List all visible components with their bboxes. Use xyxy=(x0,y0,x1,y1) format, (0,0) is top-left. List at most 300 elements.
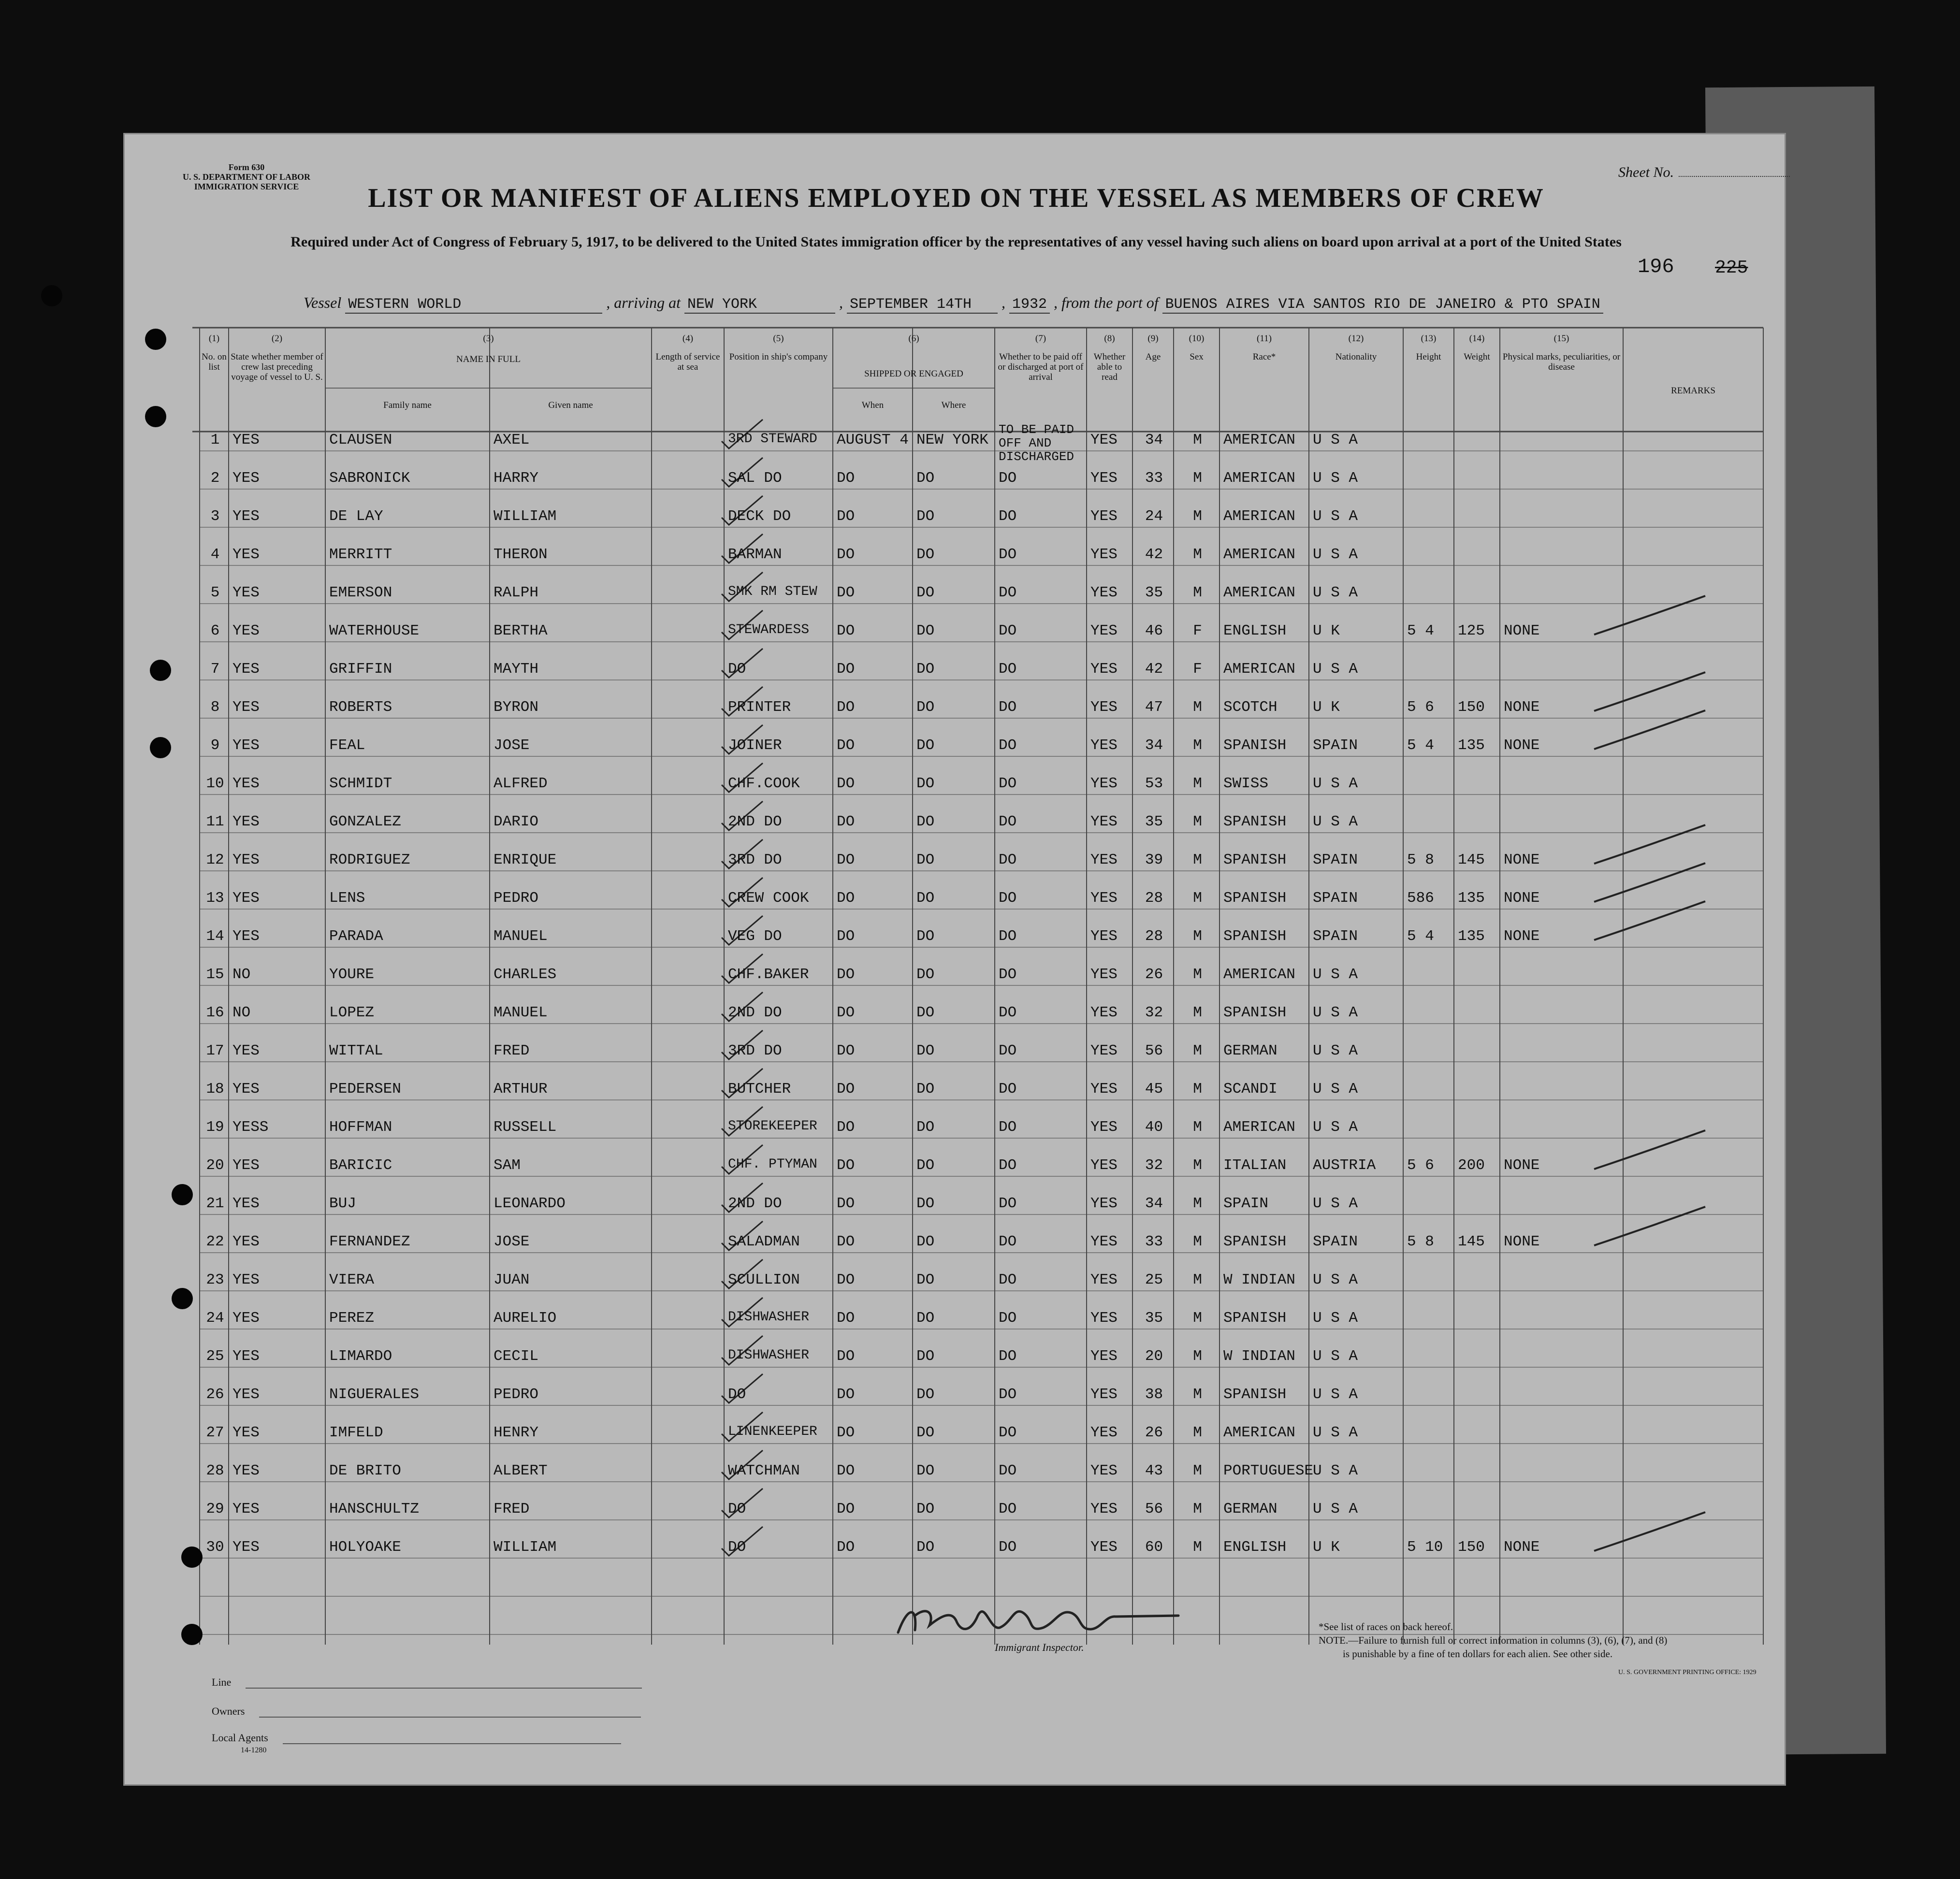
cell-pos: DO xyxy=(728,661,746,678)
cell-race: SPANISH xyxy=(1223,890,1287,907)
cell-height: 5 6 xyxy=(1407,1157,1434,1174)
column-subheader: When xyxy=(861,400,884,410)
cell-no: 16 xyxy=(206,1004,224,1021)
cell-where: DO xyxy=(916,1272,935,1288)
punch-hole xyxy=(172,1288,193,1309)
cell-age: 42 xyxy=(1145,661,1163,678)
cell-family: EMERSON xyxy=(329,584,392,601)
cell-read: YES xyxy=(1090,470,1118,487)
cell-age: 47 xyxy=(1145,699,1163,716)
cell-given: MAYTH xyxy=(494,661,539,678)
cell-nat: SPAIN xyxy=(1313,1233,1358,1250)
cell-given: AXEL xyxy=(494,432,530,448)
punch-hole xyxy=(150,737,171,758)
cell-where: DO xyxy=(916,622,935,639)
cell-marks: NONE xyxy=(1504,1233,1540,1250)
cell-when: DO xyxy=(837,890,855,907)
cell-no: 24 xyxy=(206,1310,224,1327)
cell-age: 28 xyxy=(1145,890,1163,907)
cell-age: 34 xyxy=(1145,737,1163,754)
cell-nat: U S A xyxy=(1313,470,1358,487)
cell-when: DO xyxy=(837,1424,855,1441)
cell-weight: 150 xyxy=(1458,1539,1485,1556)
cell-weight: 145 xyxy=(1458,852,1485,868)
cell-nat: U K xyxy=(1313,1539,1340,1556)
cell-pos: CHF.BAKER xyxy=(728,966,809,983)
cell-nat: U S A xyxy=(1313,1272,1358,1288)
cell-family: DE BRITO xyxy=(329,1462,401,1479)
column-header: Nationality xyxy=(1335,352,1377,362)
agents-label: Local Agents xyxy=(212,1732,268,1744)
cell-given: RALPH xyxy=(494,584,539,601)
cell-no: 17 xyxy=(206,1042,224,1059)
cell-age: 28 xyxy=(1145,928,1163,945)
cell-no: 8 xyxy=(210,699,220,716)
column-header: Age xyxy=(1145,352,1161,362)
cell-read: YES xyxy=(1090,1310,1118,1327)
cell-where: DO xyxy=(916,546,935,563)
cell-where: DO xyxy=(916,966,935,983)
cell-nat: U S A xyxy=(1313,1348,1358,1365)
cell-nat: U S A xyxy=(1313,1386,1358,1403)
column-subheader: Family name xyxy=(383,400,432,410)
arriving-label: , arriving at xyxy=(606,294,681,311)
cell-prev: YES xyxy=(232,432,260,448)
cell-family: NIGUERALES xyxy=(329,1386,420,1403)
cell-given: RUSSELL xyxy=(494,1119,557,1136)
cell-weight: 200 xyxy=(1458,1157,1485,1174)
cell-given: HARRY xyxy=(494,470,539,487)
cell-age: 45 xyxy=(1145,1081,1163,1098)
cell-paid: DO xyxy=(999,699,1017,716)
cell-read: YES xyxy=(1090,966,1118,983)
column-number: (13) xyxy=(1421,333,1437,344)
cell-age: 56 xyxy=(1145,1501,1163,1518)
cell-sex: M xyxy=(1193,432,1202,448)
cell-where: DO xyxy=(916,699,935,716)
cell-when: DO xyxy=(837,1195,855,1212)
cell-family: VIERA xyxy=(329,1272,375,1288)
column-header: Height xyxy=(1416,352,1441,362)
cell-no: 26 xyxy=(206,1386,224,1403)
cell-sex: M xyxy=(1193,1501,1202,1518)
cell-read: YES xyxy=(1090,1042,1118,1059)
cell-race: PORTUGUESE xyxy=(1223,1462,1314,1479)
cell-pos: WATCHMAN xyxy=(728,1462,800,1479)
cell-when: DO xyxy=(837,775,855,792)
cell-no: 15 xyxy=(206,966,224,983)
cell-prev: YES xyxy=(232,622,260,639)
cell-read: YES xyxy=(1090,699,1118,716)
line-field xyxy=(212,1676,642,1689)
from-label: , from the port of xyxy=(1054,294,1159,311)
cell-when: DO xyxy=(837,508,855,525)
cell-pos: DO xyxy=(728,1539,746,1556)
cell-sex: M xyxy=(1193,1462,1202,1479)
cell-paid: DO xyxy=(999,813,1017,830)
cell-family: LOPEZ xyxy=(329,1004,375,1021)
cell-sex: M xyxy=(1193,1195,1202,1212)
cell-family: PARADA xyxy=(329,928,383,945)
cell-given: DARIO xyxy=(494,813,539,830)
cell-sex: M xyxy=(1193,775,1202,792)
cell-where: NEW YORK xyxy=(916,432,988,448)
cell-paid: DO xyxy=(999,1004,1017,1021)
cell-when: DO xyxy=(837,1501,855,1518)
cell-nat: U K xyxy=(1313,622,1340,639)
cell-sex: M xyxy=(1193,1539,1202,1556)
cell-nat: U K xyxy=(1313,699,1340,716)
cell-family: IMFELD xyxy=(329,1424,383,1441)
cell-when: DO xyxy=(837,470,855,487)
cell-race: W INDIAN xyxy=(1223,1348,1295,1365)
cell-read: YES xyxy=(1090,890,1118,907)
cell-race: AMERICAN xyxy=(1223,966,1295,983)
column-header: Length of service at sea xyxy=(655,352,720,372)
cell-marks: NONE xyxy=(1504,622,1540,639)
cell-race: AMERICAN xyxy=(1223,1424,1295,1441)
cell-pos: DO xyxy=(728,1386,746,1403)
cell-sex: M xyxy=(1193,852,1202,868)
cell-sex: F xyxy=(1193,661,1202,678)
cell-age: 56 xyxy=(1145,1042,1163,1059)
cell-prev: YES xyxy=(232,1272,260,1288)
cell-paid: DO xyxy=(999,890,1017,907)
cell-paid: DO xyxy=(999,661,1017,678)
form-code: 14-1280 xyxy=(241,1746,267,1754)
cell-age: 34 xyxy=(1145,1195,1163,1212)
cell-read: YES xyxy=(1090,1157,1118,1174)
cell-family: LENS xyxy=(329,890,365,907)
cell-race: SPANISH xyxy=(1223,813,1287,830)
cell-height: 5 4 xyxy=(1407,737,1434,754)
cell-age: 46 xyxy=(1145,622,1163,639)
cell-where: DO xyxy=(916,890,935,907)
cell-marks: NONE xyxy=(1504,1539,1540,1556)
cell-nat: U S A xyxy=(1313,775,1358,792)
cell-paid: DO xyxy=(999,1042,1017,1059)
cell-paid: DO xyxy=(999,1539,1017,1556)
cell-given: FRED xyxy=(494,1042,530,1059)
cell-age: 34 xyxy=(1145,432,1163,448)
cell-race: SCOTCH xyxy=(1223,699,1278,716)
punch-hole xyxy=(145,406,166,427)
column-subheader: Where xyxy=(941,400,966,410)
service-name: IMMIGRATION SERVICE xyxy=(194,182,299,191)
cell-marks: NONE xyxy=(1504,737,1540,754)
cell-paid: DO xyxy=(999,1310,1017,1327)
cell-paid: DO xyxy=(999,1386,1017,1403)
cell-when: DO xyxy=(837,737,855,754)
owners-label: Owners xyxy=(212,1705,245,1717)
vessel-label: Vessel xyxy=(304,294,342,311)
cell-race: SPANISH xyxy=(1223,737,1287,754)
cell-race: ENGLISH xyxy=(1223,1539,1287,1556)
cell-race: SPANISH xyxy=(1223,1310,1287,1327)
cell-paid: DO xyxy=(999,1424,1017,1441)
cell-when: DO xyxy=(837,1233,855,1250)
column-number: (8) xyxy=(1104,333,1115,344)
cell-sex: M xyxy=(1193,1233,1202,1250)
cell-nat: U S A xyxy=(1313,1004,1358,1021)
cell-height: 5 4 xyxy=(1407,622,1434,639)
cell-read: YES xyxy=(1090,1081,1118,1098)
cell-no: 27 xyxy=(206,1424,224,1441)
cell-marks: NONE xyxy=(1504,852,1540,868)
cell-read: YES xyxy=(1090,737,1118,754)
cell-prev: YES xyxy=(232,584,260,601)
cell-race: ENGLISH xyxy=(1223,622,1287,639)
cell-prev: YES xyxy=(232,928,260,945)
cell-race: SCANDI xyxy=(1223,1081,1278,1098)
cell-prev: YES xyxy=(232,1195,260,1212)
column-number: (6) xyxy=(908,333,919,344)
cell-read: YES xyxy=(1090,1119,1118,1136)
cell-sex: M xyxy=(1193,1119,1202,1136)
cell-where: DO xyxy=(916,1386,935,1403)
cell-family: ROBERTS xyxy=(329,699,392,716)
cell-pos: DISHWASHER xyxy=(728,1348,810,1363)
cell-age: 42 xyxy=(1145,546,1163,563)
cell-no: 23 xyxy=(206,1272,224,1288)
arrival-year: 1932 xyxy=(1009,296,1050,314)
cell-family: HANSCHULTZ xyxy=(329,1501,420,1518)
cell-when: DO xyxy=(837,1004,855,1021)
owners-field xyxy=(212,1705,641,1718)
cell-weight: 150 xyxy=(1458,699,1485,716)
cell-read: YES xyxy=(1090,775,1118,792)
cell-sex: M xyxy=(1193,546,1202,563)
cell-race: SPANISH xyxy=(1223,928,1287,945)
cell-prev: YES xyxy=(232,890,260,907)
cell-sex: M xyxy=(1193,1042,1202,1059)
cell-race: AMERICAN xyxy=(1223,546,1295,563)
note-races: *See list of races on back hereof. xyxy=(1319,1621,1453,1633)
cell-weight: 135 xyxy=(1458,737,1485,754)
cell-no: 20 xyxy=(206,1157,224,1174)
cell-sex: M xyxy=(1193,737,1202,754)
cell-pos: 3RD DO xyxy=(728,1042,782,1059)
cell-paid: DO xyxy=(999,1348,1017,1365)
cell-pos: STEWARDESS xyxy=(728,622,810,637)
cell-sex: F xyxy=(1193,622,1202,639)
cell-height: 5 10 xyxy=(1407,1539,1443,1556)
cell-read: YES xyxy=(1090,1195,1118,1212)
column-number: (2) xyxy=(271,333,283,344)
cell-sex: M xyxy=(1193,699,1202,716)
cell-read: YES xyxy=(1090,622,1118,639)
cell-family: SCHMIDT xyxy=(329,775,392,792)
cell-paid: DO xyxy=(999,1462,1017,1479)
column-number: (12) xyxy=(1348,333,1364,344)
cell-nat: SPAIN xyxy=(1313,852,1358,868)
cell-no: 12 xyxy=(206,852,224,868)
cell-prev: YES xyxy=(232,775,260,792)
cell-read: YES xyxy=(1090,1501,1118,1518)
sheet-no-label: Sheet No. xyxy=(1618,164,1674,180)
cell-sex: M xyxy=(1193,966,1202,983)
cell-race: SPANISH xyxy=(1223,1386,1287,1403)
cell-sex: M xyxy=(1193,928,1202,945)
cell-nat: U S A xyxy=(1313,966,1358,983)
cell-pos: DECK DO xyxy=(728,508,791,525)
cell-read: YES xyxy=(1090,584,1118,601)
cell-paid: DO xyxy=(999,1081,1017,1098)
cell-prev: YES xyxy=(232,1233,260,1250)
cell-prev: YES xyxy=(232,1501,260,1518)
origin-port: BUENOS AIRES VIA SANTOS RIO DE JANEIRO & PTO SPAIN xyxy=(1162,296,1603,314)
column-number: (4) xyxy=(682,333,694,344)
cell-age: 35 xyxy=(1145,813,1163,830)
cell-nat: SPAIN xyxy=(1313,737,1358,754)
cell-race: AMERICAN xyxy=(1223,661,1295,678)
cell-given: MANUEL xyxy=(494,1004,548,1021)
cell-paid: DO xyxy=(999,1272,1017,1288)
cell-given: JOSE xyxy=(494,737,530,754)
cell-family: FEAL xyxy=(329,737,365,754)
cell-when: DO xyxy=(837,546,855,563)
cell-age: 60 xyxy=(1145,1539,1163,1556)
cell-given: CECIL xyxy=(494,1348,539,1365)
cell-pos: VEG DO xyxy=(728,928,782,945)
cell-no: 9 xyxy=(210,737,220,754)
cell-family: RODRIGUEZ xyxy=(329,852,410,868)
cell-prev: YES xyxy=(232,1348,260,1365)
form-subtitle: Required under Act of Congress of February 5, 1917, to be delivered to the United States immigration officer by the representatives of any vessel having such aliens on board upon arrival at a port of the United States xyxy=(290,234,1622,250)
cell-paid: DO xyxy=(999,1119,1017,1136)
cell-height: 5 8 xyxy=(1407,1233,1434,1250)
cell-age: 39 xyxy=(1145,852,1163,868)
cell-paid: DO xyxy=(999,584,1017,601)
cell-pos: PRINTER xyxy=(728,699,791,716)
cell-family: WATERHOUSE xyxy=(329,622,420,639)
cell-given: SAM xyxy=(494,1157,521,1174)
cell-age: 35 xyxy=(1145,584,1163,601)
cell-when: DO xyxy=(837,1157,855,1174)
cell-read: YES xyxy=(1090,1539,1118,1556)
cell-given: JUAN xyxy=(494,1272,530,1288)
cell-race: ITALIAN xyxy=(1223,1157,1287,1174)
cell-age: 43 xyxy=(1145,1462,1163,1479)
vessel-name: WESTERN WORLD xyxy=(345,296,602,314)
line-label: Line xyxy=(212,1676,232,1688)
cell-given: THERON xyxy=(494,546,548,563)
cell-where: DO xyxy=(916,1081,935,1098)
cell-family: CLAUSEN xyxy=(329,432,392,448)
arrival-port: NEW YORK xyxy=(684,296,835,314)
cell-paid: DO xyxy=(999,737,1017,754)
column-header: Whether able to read xyxy=(1093,352,1126,382)
cell-paid: DO xyxy=(999,470,1017,487)
cell-family: YOURE xyxy=(329,966,375,983)
cell-given: ALBERT xyxy=(494,1462,548,1479)
cell-paid: DO xyxy=(999,546,1017,563)
cell-family: WITTAL xyxy=(329,1042,383,1059)
cell-prev: YESS xyxy=(232,1119,269,1136)
cell-race: AMERICAN xyxy=(1223,508,1295,525)
inspector-label: Immigrant Inspector. xyxy=(995,1641,1084,1653)
cell-where: DO xyxy=(916,1310,935,1327)
cell-no: 11 xyxy=(206,813,224,830)
cell-where: DO xyxy=(916,1539,935,1556)
cell-prev: YES xyxy=(232,1042,260,1059)
cell-when: DO xyxy=(837,1119,855,1136)
cell-age: 24 xyxy=(1145,508,1163,525)
cell-pos: STOREKEEPER xyxy=(728,1119,817,1134)
cell-where: DO xyxy=(916,1233,935,1250)
cell-read: YES xyxy=(1090,432,1118,448)
cell-sex: M xyxy=(1193,470,1202,487)
column-number: (1) xyxy=(208,333,220,344)
cell-family: BARICIC xyxy=(329,1157,392,1174)
form-title: LIST OR MANIFEST OF ALIENS EMPLOYED ON THE VESSEL AS MEMBERS OF CREW xyxy=(368,183,1544,213)
cell-race: GERMAN xyxy=(1223,1501,1278,1518)
cell-given: MANUEL xyxy=(494,928,548,945)
cell-nat: SPAIN xyxy=(1313,890,1358,907)
cell-paid: DO xyxy=(999,852,1017,868)
cell-read: YES xyxy=(1090,1424,1118,1441)
column-header: Position in ship's company xyxy=(729,352,828,362)
punch-hole xyxy=(181,1547,203,1568)
cell-where: DO xyxy=(916,661,935,678)
cell-given: WILLIAM xyxy=(494,508,557,525)
cell-when: DO xyxy=(837,1081,855,1098)
cell-prev: YES xyxy=(232,546,260,563)
cell-no: 7 xyxy=(210,661,220,678)
cell-when: DO xyxy=(837,852,855,868)
cell-given: JOSE xyxy=(494,1233,530,1250)
vessel-line: Vessel WESTERN WORLD , arriving at NEW YORK , SEPTEMBER 14TH , 1932 , from the port of BUENOS AIRES VIA SANTOS RIO DE JANEIRO & PTO SPAIN xyxy=(304,294,1603,314)
column-number: (9) xyxy=(1147,333,1159,344)
cell-paid: DO xyxy=(999,1157,1017,1174)
cell-nat: AUSTRIA xyxy=(1313,1157,1376,1174)
cell-where: DO xyxy=(916,508,935,525)
cell-no: 22 xyxy=(206,1233,224,1250)
cell-read: YES xyxy=(1090,546,1118,563)
column-number: (7) xyxy=(1035,333,1046,344)
cell-pos: DO xyxy=(728,1501,746,1518)
cell-no: 13 xyxy=(206,890,224,907)
cell-no: 5 xyxy=(210,584,220,601)
cell-when: DO xyxy=(837,1462,855,1479)
cell-prev: NO xyxy=(232,966,251,983)
cell-given: HENRY xyxy=(494,1424,539,1441)
cell-when: DO xyxy=(837,1272,855,1288)
cell-no: 19 xyxy=(206,1119,224,1136)
cell-family: LIMARDO xyxy=(329,1348,392,1365)
cell-where: DO xyxy=(916,1424,935,1441)
column-header: SHIPPED OR ENGAGED xyxy=(864,369,963,379)
cell-where: DO xyxy=(916,1195,935,1212)
cell-where: DO xyxy=(916,1501,935,1518)
cell-read: YES xyxy=(1090,1272,1118,1288)
cell-family: GONZALEZ xyxy=(329,813,401,830)
cell-when: DO xyxy=(837,661,855,678)
cell-read: YES xyxy=(1090,1348,1118,1365)
cell-where: DO xyxy=(916,470,935,487)
cell-given: ENRIQUE xyxy=(494,852,557,868)
cell-age: 26 xyxy=(1145,966,1163,983)
cell-when: DO xyxy=(837,966,855,983)
cell-where: DO xyxy=(916,1348,935,1365)
cell-paid: DO xyxy=(999,1233,1017,1250)
cell-nat: U S A xyxy=(1313,1462,1358,1479)
cell-paid: TO BE PAID OFF AND DISCHARGED xyxy=(999,422,1074,464)
cell-age: 32 xyxy=(1145,1004,1163,1021)
department-name: U. S. DEPARTMENT OF LABOR xyxy=(183,172,311,182)
note-penalty-2: is punishable by a fine of ten dollars for each alien. See other side. xyxy=(1343,1648,1613,1660)
cell-race: SPAIN xyxy=(1223,1195,1269,1212)
